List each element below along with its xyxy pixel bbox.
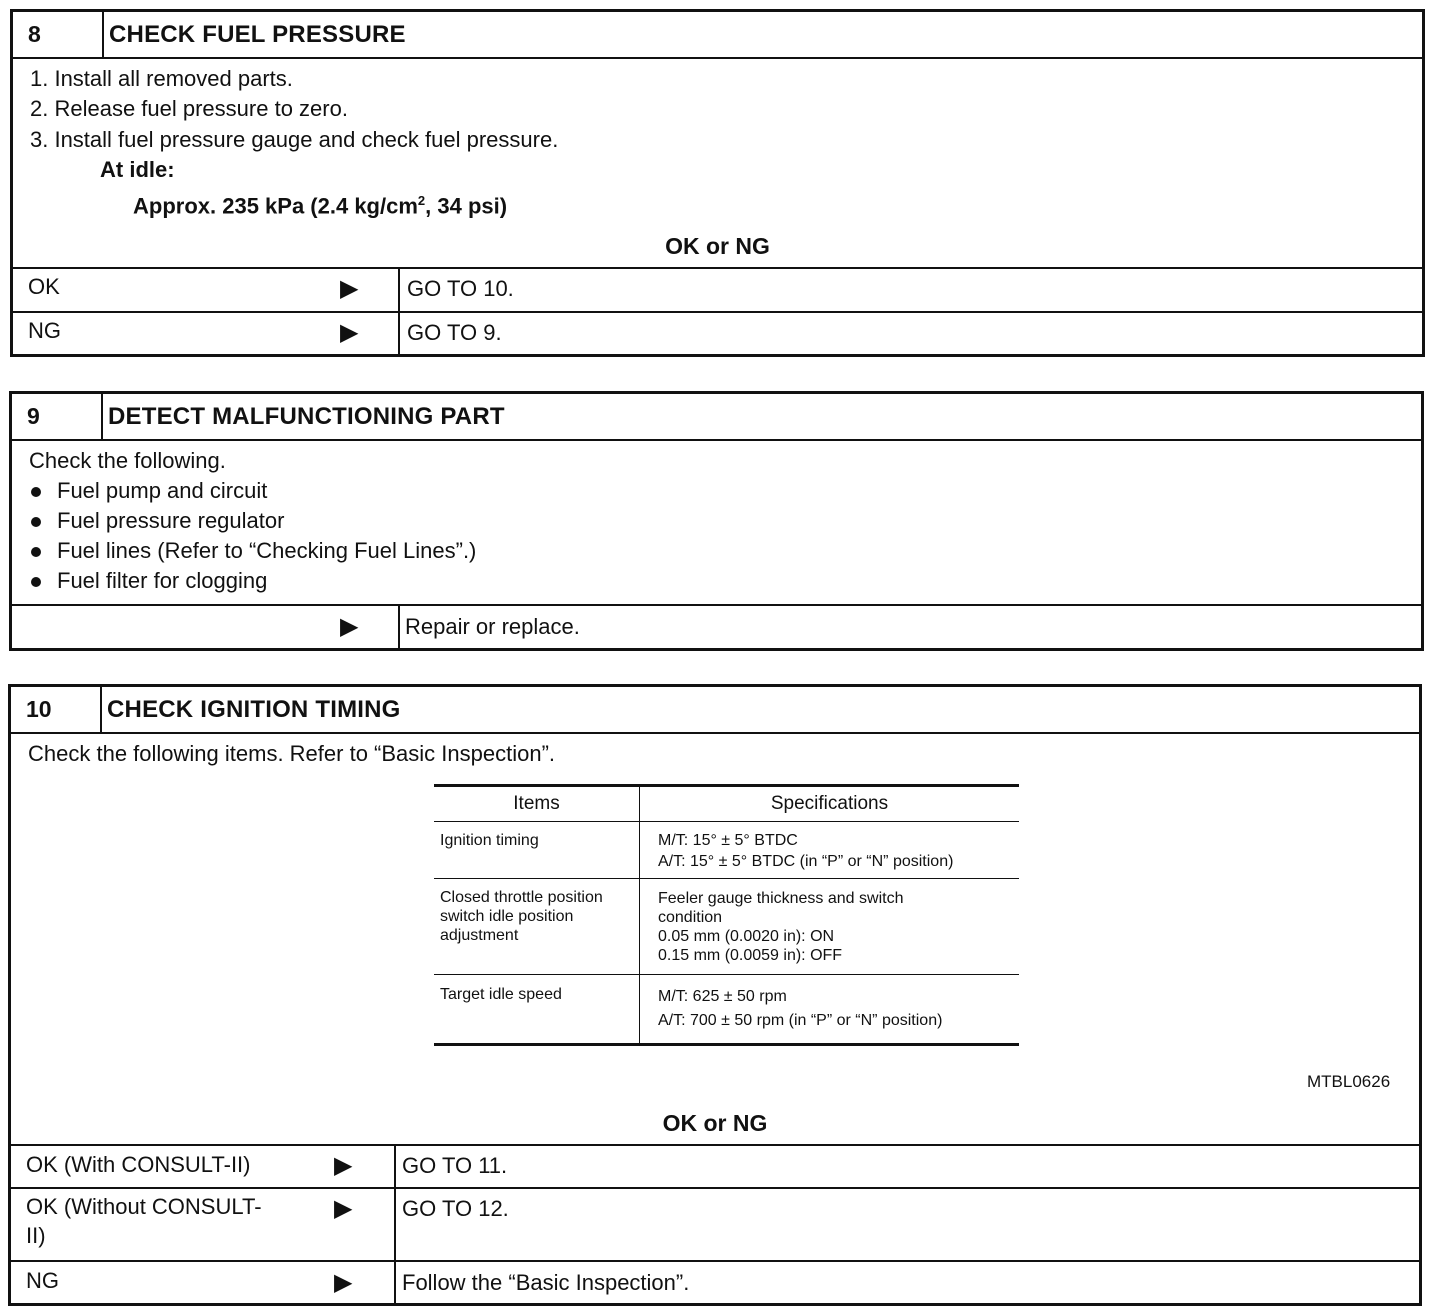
arrow-right-icon: ▶ (340, 319, 359, 346)
bullet-icon (31, 547, 41, 557)
result-label: NG (26, 1268, 59, 1293)
table-code: MTBL0626 (1307, 1072, 1391, 1091)
table-top-rule (434, 784, 1019, 787)
bullet-icon (31, 577, 41, 587)
specifications-table (434, 784, 1019, 1046)
result-label: OK (28, 274, 60, 299)
table-rule (434, 878, 1019, 879)
result-row-ng (11, 1260, 1419, 1305)
cell-line: 0.15 mm (0.0059 in): OFF (658, 947, 843, 964)
result-row-ng (13, 311, 1422, 356)
table-cell-item (440, 985, 562, 1004)
table-header-specifications: Specifications (770, 793, 889, 814)
step-9-box (9, 391, 1424, 651)
result-row-ok-with-consult (11, 1144, 1419, 1188)
check-intro: Check the following. (29, 448, 226, 473)
column-divider (394, 1262, 396, 1305)
result-action: Follow the “Basic Inspection”. (402, 1270, 690, 1295)
spec-prefix: Approx. 235 kPa (2.4 kg/cm (133, 193, 418, 219)
spec-suffix: , 34 psi) (425, 193, 508, 219)
step-9-header (12, 394, 1421, 441)
ok-or-ng-label: OK or NG (665, 233, 770, 259)
table-cell-item (440, 888, 603, 945)
cell-line: condition (658, 909, 723, 926)
step-title: CHECK FUEL PRESSURE (109, 21, 406, 48)
instruction-2: 2. Release fuel pressure to zero. (30, 96, 348, 121)
bullet-icon (31, 517, 41, 527)
result-action: GO TO 9. (407, 320, 502, 345)
cell-line: adjustment (440, 927, 519, 944)
ok-or-ng-label: OK or NG (662, 1110, 768, 1136)
column-divider (398, 606, 400, 650)
result-row-ok (13, 267, 1422, 311)
arrow-right-icon: ▶ (334, 1195, 353, 1222)
cell-line: A/T: 15° ± 5° BTDC (in “P” or “N” position) (658, 853, 954, 870)
cell-line: Ignition timing (440, 832, 539, 849)
result-action: GO TO 12. (402, 1196, 509, 1221)
check-item: Fuel pressure regulator (57, 508, 285, 533)
result-action: GO TO 11. (402, 1153, 508, 1178)
table-bottom-rule (434, 1043, 1019, 1046)
column-divider (394, 1146, 396, 1188)
fuel-pressure-spec (133, 186, 507, 221)
table-cell-spec (658, 831, 953, 871)
check-item: Fuel lines (Refer to “Checking Fuel Lines”.) (57, 538, 477, 563)
step-10-header (11, 687, 1419, 734)
step-8-header (13, 12, 1422, 59)
instruction-1: 1. Install all removed parts. (30, 66, 293, 91)
cell-line: Closed throttle position (440, 889, 603, 906)
table-rule (434, 974, 1019, 975)
table-cell-item (440, 831, 539, 850)
column-divider (398, 313, 400, 356)
cell-line: M/T: 625 ± 50 rpm (658, 988, 787, 1005)
check-intro: Check the following items. Refer to “Basic Inspection”. (28, 741, 556, 766)
arrow-right-icon: ▶ (334, 1152, 353, 1179)
table-cell-spec (658, 889, 903, 965)
arrow-right-icon: ▶ (340, 613, 359, 640)
table-header-items: Items (513, 793, 560, 814)
result-row (12, 604, 1421, 650)
step-number: 9 (12, 394, 103, 439)
label-line: II) (26, 1223, 46, 1248)
cell-line: 0.05 mm (0.0020 in): ON (658, 928, 835, 945)
cell-line: M/T: 15° ± 5° BTDC (658, 832, 798, 849)
column-divider (398, 269, 400, 311)
table-column-divider (639, 784, 640, 1046)
spec-superscript: 2 (417, 193, 426, 208)
result-row-ok-without-consult (11, 1187, 1419, 1261)
step-10-box (8, 684, 1422, 1306)
table-cell-spec (658, 987, 942, 1030)
label-line: OK (Without CONSULT- (26, 1194, 262, 1219)
result-action: GO TO 10. (407, 276, 514, 301)
instruction-3: 3. Install fuel pressure gauge and check fuel pressure. (30, 127, 559, 152)
step-number: 8 (13, 12, 104, 57)
step-number: 10 (11, 687, 102, 732)
column-divider (394, 1189, 396, 1261)
result-action: Repair or replace. (405, 614, 580, 639)
cell-line: Target idle speed (440, 986, 562, 1003)
table-rule (434, 821, 1019, 822)
result-label: OK (With CONSULT-II) (26, 1152, 251, 1177)
cell-line: switch idle position (440, 908, 574, 925)
step-title: CHECK IGNITION TIMING (107, 696, 401, 723)
arrow-right-icon: ▶ (334, 1269, 353, 1296)
check-item: Fuel filter for clogging (57, 568, 268, 593)
arrow-right-icon: ▶ (340, 275, 359, 302)
bullet-icon (31, 487, 41, 497)
step-title: DETECT MALFUNCTIONING PART (108, 403, 505, 430)
check-item: Fuel pump and circuit (57, 478, 268, 503)
result-label (26, 1193, 262, 1250)
result-label: NG (28, 318, 61, 343)
cell-line: A/T: 700 ± 50 rpm (in “P” or “N” position) (658, 1012, 943, 1029)
cell-line: Feeler gauge thickness and switch (658, 890, 904, 907)
at-idle-label: At idle: (100, 157, 175, 182)
step-8-box (10, 9, 1425, 357)
